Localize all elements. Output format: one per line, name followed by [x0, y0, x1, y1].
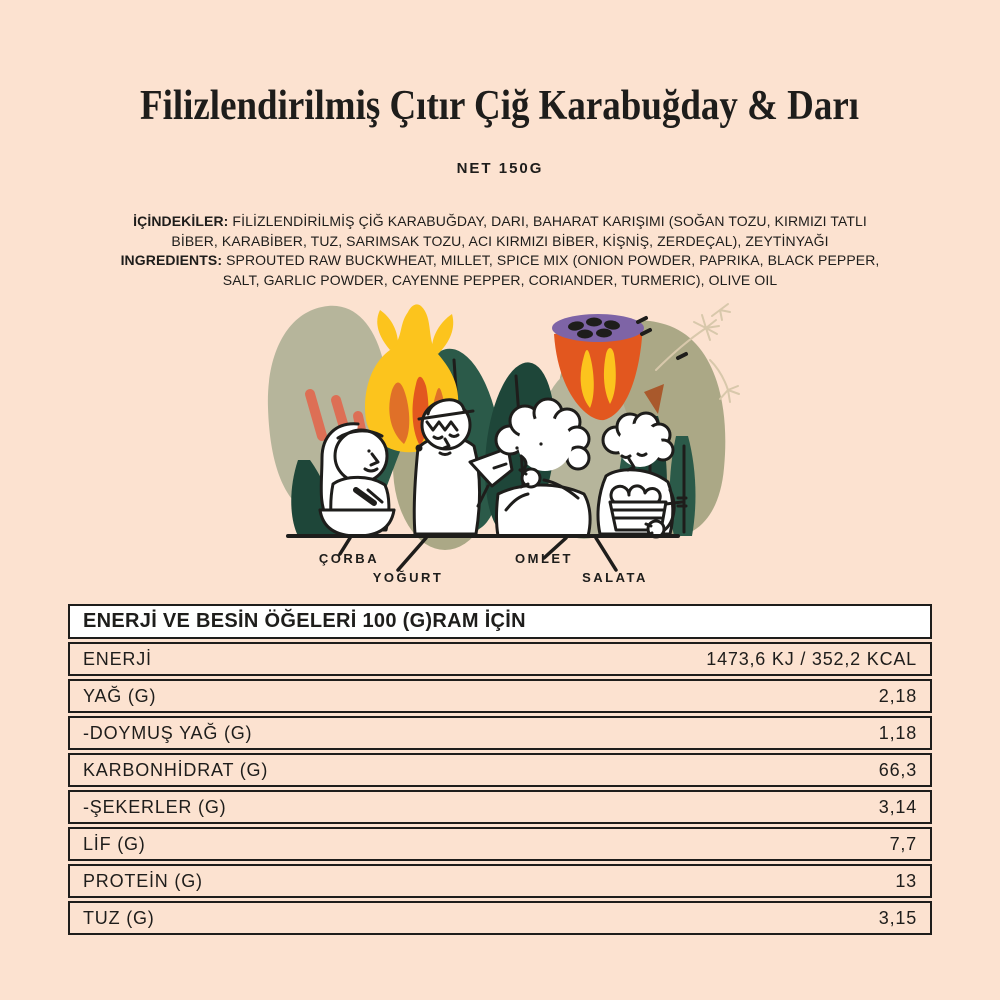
table-row-energy	[68, 642, 932, 676]
dish-label-yogurt: YOĞURT	[372, 570, 444, 585]
row-label: -ŞEKERLER (G)	[83, 796, 227, 817]
product-title-text: Filizlendirilmiş Çıtır Çiğ Karabuğday & Darı	[140, 83, 860, 130]
row-value: 1,18	[878, 722, 917, 743]
ingredients-line-tr-2: BİBER, KARABİBER, TUZ, SARIMSAK TOZU, ACI KIRMIZI BİBER, KİŞNİŞ, ZERDEÇAL), ZEYTİNYAĞI	[171, 232, 829, 249]
table-row-fiber	[68, 827, 932, 861]
ingredients-line-en-2: SALT, GARLIC POWDER, CAYENNE PEPPER, CORIANDER, TURMERIC), OLIVE OIL	[222, 271, 778, 288]
row-value: 2,18	[878, 685, 917, 706]
row-value: 66,3	[878, 759, 917, 780]
dish-label-omlet: OMLET	[515, 551, 573, 566]
table-row-salt	[68, 901, 932, 935]
table-row-saturated-fat	[68, 716, 932, 750]
ingredients-label-tr: İÇİNDEKİLER:	[133, 213, 229, 229]
table-row-sugars	[68, 790, 932, 824]
row-label: ENERJİ	[83, 648, 152, 669]
nutrition-table-header: ENERJİ VE BESİN ÖĞELERİ 100 (G)RAM İÇİN	[68, 604, 932, 639]
row-value: 1473,6 KJ / 352,2 KCAL	[706, 648, 917, 669]
table-row-fat	[68, 679, 932, 713]
row-label: LİF (G)	[83, 833, 146, 854]
net-weight: NET 150G	[456, 160, 544, 177]
row-value: 13	[895, 870, 917, 891]
dish-label-salata: SALATA	[582, 570, 648, 585]
row-label: -DOYMUŞ YAĞ (G)	[83, 722, 253, 743]
row-label: YAĞ (G)	[83, 685, 157, 706]
ingredients-line-tr-1: İÇİNDEKİLER: FİLİZLENDİRİLMİŞ ÇİĞ KARABUĞDAY, DARI, BAHARAT KARIŞIMI (SOĞAN TOZU, KIRMIZI TATLI	[133, 213, 867, 229]
page-title	[0, 82, 1000, 130]
ingredients-block	[0, 212, 1000, 290]
row-value: 3,14	[878, 796, 917, 817]
label-pointer-lines	[340, 538, 616, 570]
ingredients-label-en: INGREDIENTS:	[120, 252, 223, 268]
table-row-protein	[68, 864, 932, 898]
row-label: PROTEİN (G)	[83, 870, 203, 891]
ingredients-line-en-1: INGREDIENTS: SPROUTED RAW BUCKWHEAT, MILLET, SPICE MIX (ONION POWDER, PAPRIKA, BLACK PEPPER,	[120, 252, 880, 268]
row-value: 3,15	[878, 907, 917, 928]
dish-label-corba: ÇORBA	[318, 551, 380, 566]
row-value: 7,7	[889, 833, 917, 854]
table-row-carbohydrate	[68, 753, 932, 787]
nutrition-table	[68, 604, 932, 935]
row-label: KARBONHİDRAT (G)	[83, 759, 269, 780]
row-label: TUZ (G)	[83, 907, 155, 928]
